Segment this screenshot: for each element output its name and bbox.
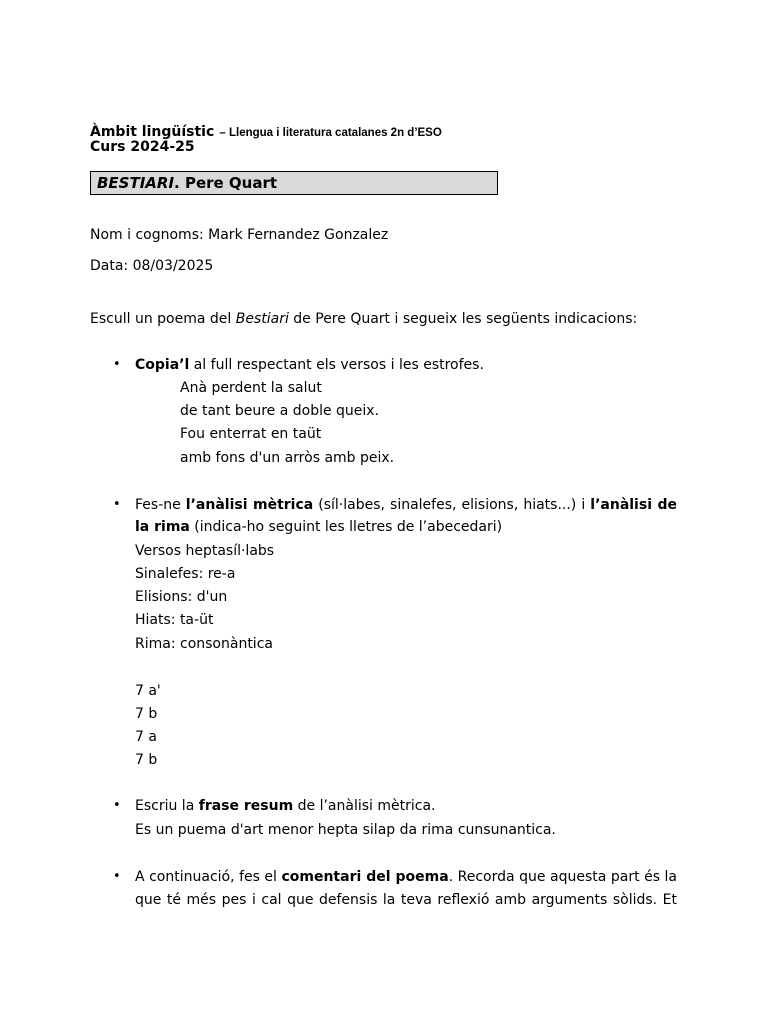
book-title: BESTIARI: [97, 174, 175, 192]
task-copy: Copia’l al full respectant els versos i les estrofes.: [135, 357, 484, 373]
task-commentary: A continuació, fes el comentari del poema. Recorda que aquesta part és la: [135, 869, 677, 885]
rhyme-scheme-line: 7 a': [135, 683, 161, 699]
analysis-answer: Elisions: d'un: [135, 589, 228, 605]
ambit-title: Àmbit lingüístic: [90, 124, 215, 140]
author-name: . Pere Quart: [174, 174, 278, 192]
summary-answer: Es un puema d'art menor hepta silap da rima cunsunantica.: [135, 822, 556, 838]
analysis-answer: Rima: consonàntica: [135, 636, 273, 652]
rhyme-scheme-line: 7 b: [135, 706, 158, 722]
poem-verse: amb fons d'un arròs amb peix.: [180, 450, 395, 466]
bullet-icon: •: [113, 497, 121, 512]
subject-subtitle: – Llengua i literatura catalanes 2n d’ESO: [219, 127, 442, 139]
task-summary-sentence: Escriu la frase resum de l’anàlisi mètrica.: [135, 798, 436, 814]
course-year: Curs 2024-25: [90, 139, 195, 155]
analysis-answer: Hiats: ta-üt: [135, 612, 214, 628]
poem-verse: Anà perdent la salut: [180, 380, 322, 396]
bullet-icon: •: [113, 869, 121, 884]
intro-instruction: Escull un poema del Bestiari de Pere Quart i segueix les següents indicacions:: [90, 311, 638, 327]
rhyme-scheme-line: 7 b: [135, 752, 158, 768]
analysis-answer: Sinalefes: re-a: [135, 566, 236, 582]
task-commentary-continued: que té més pes i cal que defensis la teva reflexió amb arguments sòlids. Et: [135, 892, 677, 908]
poem-verse: de tant beure a doble queix.: [180, 403, 380, 419]
student-name: Nom i cognoms: Mark Fernandez Gonzalez: [90, 227, 389, 243]
analysis-answer: Versos heptasíl·labs: [135, 543, 275, 559]
poem-verse: Fou enterrat en taüt: [180, 426, 322, 442]
task-metric-analysis: Fes-ne l’anàlisi mètrica (síl·labes, sinalefes, elisions, hiats...) i l’anàlisi de: [135, 497, 677, 513]
rhyme-scheme-line: 7 a: [135, 729, 157, 745]
bullet-icon: •: [113, 798, 121, 813]
assignment-date: Data: 08/03/2025: [90, 258, 214, 274]
bullet-icon: •: [113, 357, 121, 372]
title-box: [90, 171, 498, 195]
task-rhyme-analysis: la rima (indica-ho seguint les lletres de l’abecedari): [135, 519, 503, 535]
book-reference: Bestiari: [235, 311, 289, 327]
